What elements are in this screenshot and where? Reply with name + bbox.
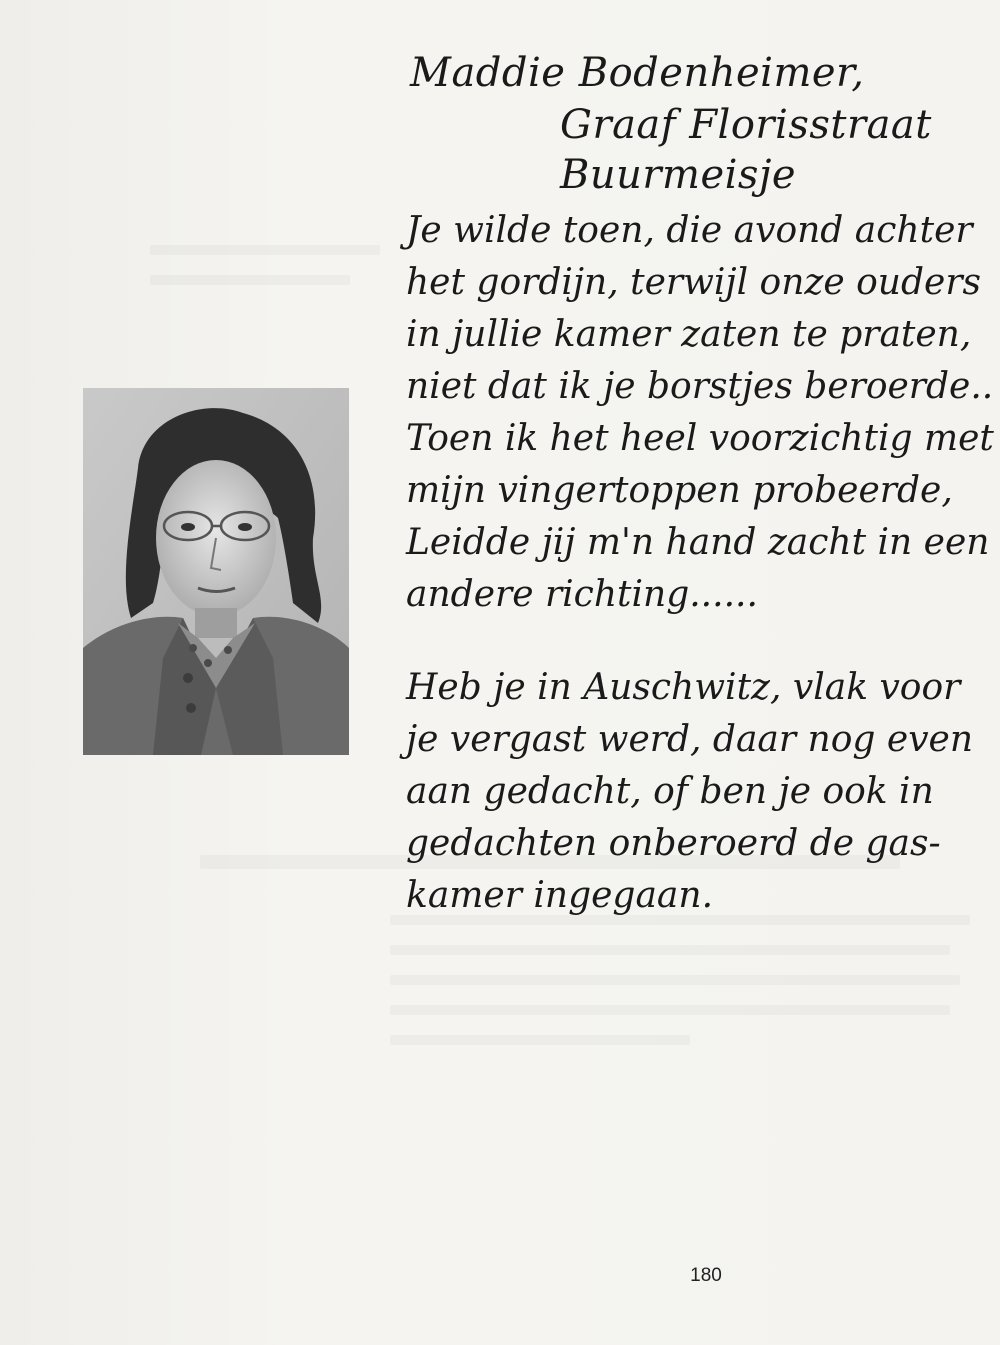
bleed-through-mark: [390, 945, 950, 955]
poem-line: mijn vingertoppen probeerde,: [406, 470, 953, 511]
poem-line: andere richting......: [406, 574, 758, 615]
poem-line: je vergast werd, daar nog even: [406, 719, 974, 760]
poem-stanza-2: [406, 662, 986, 922]
bleed-through-mark: [390, 1035, 690, 1045]
page-number: 180: [690, 1265, 722, 1286]
poem-line: gedachten onberoerd de gas-: [406, 823, 941, 864]
portrait-photo: [83, 388, 349, 755]
poem-line: Heb je in Auschwitz, vlak voor: [406, 667, 961, 708]
poem-line: Toen ik het heel voorzichtig met: [406, 418, 994, 459]
poem-line: in jullie kamer zaten te praten,: [406, 314, 972, 355]
bleed-through-mark: [150, 275, 350, 285]
header-address: Graaf Florisstraat: [560, 102, 932, 148]
poem-line: aan gedacht, of ben je ook in: [406, 771, 934, 812]
bleed-through-mark: [150, 245, 380, 255]
poem-line: Je wilde toen, die avond achter: [406, 210, 973, 251]
bleed-through-mark: [390, 975, 960, 985]
poem-stanza-1: [406, 205, 994, 621]
poem-line: het gordijn, terwijl onze ouders: [406, 262, 982, 303]
poem-line: niet dat ik je borstjes beroerde..: [406, 366, 994, 407]
poem-line: kamer ingegaan.: [406, 875, 714, 916]
header-relation: Buurmeisje: [560, 152, 797, 198]
bleed-through-mark: [390, 1005, 950, 1015]
poem-line: Leidde jij m'n hand zacht in een: [406, 522, 990, 563]
header-name: Maddie Bodenheimer,: [410, 50, 865, 96]
